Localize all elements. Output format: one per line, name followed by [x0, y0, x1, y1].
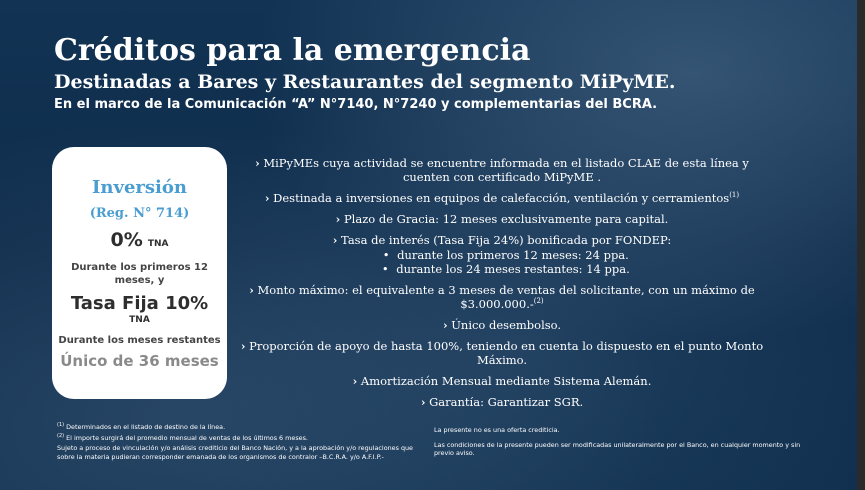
- interest-sublist: [232, 248, 772, 276]
- disclaimer-2: Las condiciones de la presente pueden ser modificadas unilateralmente por el Banco, en cualquier momento y sin previo aviso.: [434, 440, 801, 457]
- feature-amortization: [232, 374, 772, 388]
- feature-text: MiPyMEs cuya actividad se encuentre informada en el listado CLAE de esta línea y cuenten con certificado MiPyME .: [263, 156, 749, 184]
- feature-interest: [232, 233, 772, 276]
- term-label: Único de 36 meses: [60, 352, 219, 370]
- fixed-rate: Tasa Fija 10%: [70, 293, 209, 314]
- card-regulation: (Reg. N° 714): [89, 206, 190, 221]
- footnote-1: [57, 423, 429, 432]
- feature-text: Plazo de Gracia: 12 meses exclusivamente para capital.: [343, 212, 669, 226]
- feature-max-amount: [232, 283, 772, 311]
- arrow-icon: ›: [255, 156, 260, 170]
- disclaimers: [434, 426, 814, 464]
- footnote-ref: (2): [533, 297, 544, 306]
- footnote-text: Determinados en el listado de destino de la línea.: [64, 423, 226, 431]
- disclaimer-1: La presente no es una oferta crediticia.: [434, 426, 560, 434]
- card-title: Inversión: [92, 177, 187, 198]
- slide-title: Créditos para la emergencia: [54, 33, 531, 68]
- arrow-icon: ›: [352, 374, 358, 388]
- feature-text: Amortización Mensual mediante Sistema Alemán.: [360, 374, 652, 388]
- footnotes: [57, 423, 429, 463]
- feature-text: Tasa de interés (Tasa Fija 24%) bonificada por FONDEP:: [341, 233, 672, 247]
- footnote-2: [57, 434, 429, 443]
- arrow-icon: ›: [332, 233, 338, 247]
- feature-grace: [232, 212, 772, 226]
- feature-list: [232, 156, 772, 416]
- window-edge: [857, 0, 865, 490]
- slide-subtitle: Destinadas a Bares y Restaurantes del segmento MiPyME.: [54, 71, 676, 93]
- feature-disbursement: [232, 318, 772, 332]
- footnote-ref: (1): [729, 191, 740, 200]
- initial-rate-value: 0%: [110, 229, 143, 251]
- arrow-icon: ›: [249, 283, 254, 297]
- arrow-icon: ›: [264, 191, 270, 205]
- feature-text: Destinada a inversiones en equipos de calefacción, ventilación y cerramientos: [273, 191, 730, 205]
- regulation-note: En el marco de la Comunicación “A” N°7140, N°7240 y complementarias del BCRA.: [54, 97, 658, 112]
- feature-eligibility: [232, 156, 772, 184]
- slide-header: [54, 34, 854, 114]
- initial-rate-period: Durante los primeros 12 meses, y: [71, 262, 208, 286]
- initial-rate: [52, 229, 227, 255]
- list-item: • durante los 24 meses restantes: 14 ppa.: [232, 262, 772, 276]
- footnote-text: El importe surgirá del promedio mensual de ventas de los últimos 6 meses.: [64, 433, 308, 442]
- feature-text: Único desembolso.: [451, 318, 562, 332]
- arrow-icon: ›: [442, 318, 448, 332]
- feature-text: Monto máximo: el equivalente a 3 meses de ventas del solicitante, con un máximo de $3.000.000.-: [257, 283, 755, 311]
- arrow-icon: ›: [335, 212, 341, 226]
- fixed-rate-period: Durante los meses restantes: [58, 335, 221, 346]
- feature-proportion: [232, 339, 772, 367]
- feature-destination: [232, 191, 772, 205]
- footnote-ref: (2): [57, 432, 65, 439]
- arrow-icon: ›: [240, 339, 246, 353]
- feature-text: Proporción de apoyo de hasta 100%, teniendo en cuenta lo dispuesto en el punto Monto Máximo.: [249, 339, 764, 367]
- feature-guarantee: [232, 395, 772, 409]
- footnote-3: Sujeto a proceso de vinculación y/o análisis crediticio del Banco Nación, y a la aprobación y/o regulaciones que sobre la materia pudieran corresponder emanada de los organismos de contralor –B.C.R.A. y/o A.F.I.P.-: [57, 444, 413, 461]
- footnote-ref: (1): [57, 421, 65, 428]
- feature-text: Garantía: Garantizar SGR.: [429, 395, 584, 409]
- fixed-rate-unit: TNA: [129, 315, 150, 325]
- list-item: • durante los primeros 12 meses: 24 ppa.: [232, 248, 772, 262]
- initial-rate-unit: TNA: [147, 239, 169, 249]
- investment-card: [52, 147, 227, 399]
- arrow-icon: ›: [420, 395, 426, 409]
